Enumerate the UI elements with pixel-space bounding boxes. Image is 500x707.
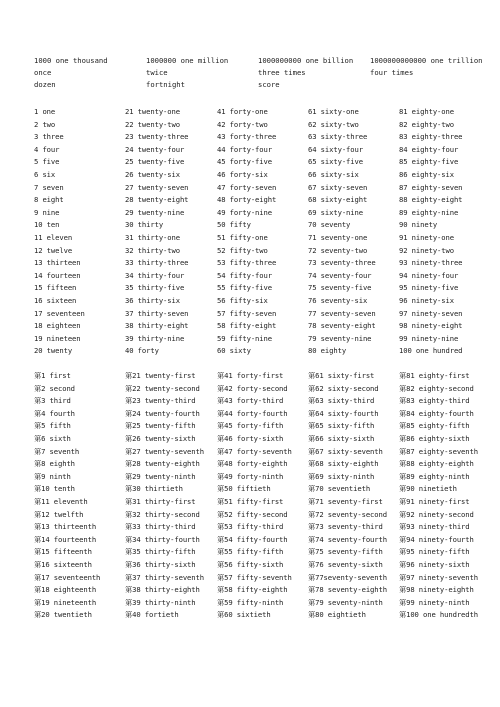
ordinal-entry: 第51 fifty-first	[217, 497, 284, 506]
ordinal-entry: 第94 ninety-fourth	[399, 535, 474, 544]
cardinal-entry: 81 eighty-one	[399, 108, 454, 116]
ordinal-entry: 第23 twenty-third	[125, 397, 196, 406]
ordinal-entry: 第63 sixty-third	[308, 397, 375, 406]
cardinal-entry: 78 seventy-eight	[308, 322, 376, 331]
cardinal-entry: 58 fifty-eight	[217, 322, 277, 331]
ordinal-entry: 第76 seventy-sixth	[308, 560, 383, 569]
ordinal-entry: 第29 twenty-ninth	[125, 472, 196, 481]
ordinal-entry: 第49 forty-ninth	[217, 472, 284, 481]
cardinal-entry: 27 twenty-seven	[125, 183, 189, 192]
cardinal-entry: 9 nine	[34, 208, 60, 217]
cardinal-entry: 41 forty-one	[217, 108, 268, 116]
ordinal-entry: 第1 first	[34, 372, 71, 380]
ordinal-entry: 第89 eighty-ninth	[399, 472, 470, 481]
cardinal-entry: 86 eighty-six	[399, 170, 454, 179]
cardinal-entry: 60 sixty	[217, 347, 251, 356]
cardinal-entry: 61 sixty-one	[308, 108, 359, 116]
cardinal-entry: 76 seventy-six	[308, 296, 368, 305]
cardinal-entry: 26 twenty-six	[125, 170, 180, 179]
cardinal-entry: 83 eighty-three	[399, 133, 463, 142]
cardinal-entry: 29 twenty-nine	[125, 208, 185, 217]
cardinal-entry: 45 forty-five	[217, 158, 272, 167]
cardinal-entry: 20 twenty	[34, 347, 73, 356]
ordinal-entry: 第58 fifty-eighth	[217, 586, 288, 595]
cardinal-entry: 51 fifty-one	[217, 233, 268, 242]
ordinal-entry: 第97 ninety-seventh	[399, 573, 478, 582]
ordinal-entry: 第65 sixty-fifth	[308, 422, 375, 431]
ordinal-entry: 第64 sixty-fourth	[308, 409, 379, 418]
ordinal-entry: 第5 fifth	[34, 422, 71, 431]
ordinal-entry: 第75 seventy-fifth	[308, 548, 383, 557]
cardinal-numbers-table	[34, 108, 496, 360]
ordinal-entry: 第43 forty-third	[217, 397, 284, 406]
cardinal-entry: 31 thirty-one	[125, 233, 180, 242]
ordinal-entry: 第9 ninth	[34, 472, 71, 481]
cardinal-entry: 90 ninety	[399, 221, 438, 230]
cardinal-entry: 22 twenty-two	[125, 120, 180, 129]
cardinal-entry: 33 thirty-three	[125, 259, 189, 268]
ordinal-entry: 第32 thirty-second	[125, 510, 200, 519]
ordinal-entry: 第36 thirty-sixth	[125, 560, 196, 569]
cardinal-entry: 67 sixty-seven	[308, 183, 368, 192]
header-cell: three times	[258, 68, 306, 77]
cardinal-entry: 12 twelve	[34, 246, 73, 255]
ordinal-entry: 第79 seventy-ninth	[308, 598, 383, 607]
header-cell: four times	[370, 68, 414, 77]
cardinal-entry: 39 thirty-nine	[125, 334, 185, 343]
cardinal-entry: 54 fifty-four	[217, 271, 272, 280]
cardinal-entry: 87 eighty-seven	[399, 183, 463, 192]
ordinal-entry: 第26 twenty-sixth	[125, 434, 196, 443]
ordinal-column	[399, 372, 496, 624]
ordinal-entry: 第55 fifty-fifth	[217, 548, 284, 557]
cardinal-entry: 35 thirty-five	[125, 284, 185, 293]
cardinal-column	[399, 108, 496, 360]
ordinal-entry: 第52 fifty-second	[217, 510, 288, 519]
cardinal-entry: 6 six	[34, 170, 56, 179]
cardinal-entry: 65 sixty-five	[308, 158, 363, 167]
cardinal-entry: 23 twenty-three	[125, 133, 189, 142]
ordinal-entry: 第35 thirty-fifth	[125, 548, 196, 557]
ordinal-entry: 第92 ninety-second	[399, 510, 474, 519]
cardinal-entry: 57 fifty-seven	[217, 309, 277, 318]
cardinal-entry: 7 seven	[34, 183, 64, 192]
ordinal-entry: 第96 ninety-sixth	[399, 560, 470, 569]
header-cell: once	[34, 68, 52, 77]
cardinal-entry: 69 sixty-nine	[308, 208, 363, 217]
ordinal-entry: 第46 forty-sixth	[217, 434, 284, 443]
cardinal-entry: 63 sixty-three	[308, 133, 368, 142]
cardinal-entry: 37 thirty-seven	[125, 309, 189, 318]
cardinal-entry: 13 thirteen	[34, 259, 81, 268]
ordinal-entry: 第70 seventieth	[308, 485, 371, 494]
ordinal-entry: 第18 eighteenth	[34, 586, 97, 595]
cardinal-entry: 53 fifty-three	[217, 259, 277, 268]
header-cell: fortnight	[146, 80, 185, 89]
ordinal-entry: 第86 eighty-sixth	[399, 434, 470, 443]
ordinal-entry: 第67 sixty-seventh	[308, 447, 383, 456]
large-numbers-header	[34, 57, 494, 93]
cardinal-column	[34, 108, 125, 360]
ordinal-entry: 第93 ninety-third	[399, 523, 470, 532]
ordinal-entry: 第37 thirty-seventh	[125, 573, 204, 582]
ordinal-entry: 第57 fifty-seventh	[217, 573, 292, 582]
cardinal-entry: 36 thirty-six	[125, 296, 180, 305]
header-row-groups	[34, 81, 494, 93]
ordinal-entry: 第83 eighty-third	[399, 397, 470, 406]
ordinal-entry: 第62 sixty-second	[308, 384, 379, 393]
ordinal-entry: 第11 eleventh	[34, 497, 88, 506]
ordinal-numbers-table	[34, 372, 496, 624]
ordinal-entry: 第19 nineteenth	[34, 598, 97, 607]
ordinal-entry: 第69 sixty-ninth	[308, 472, 375, 481]
cardinal-entry: 72 seventy-two	[308, 246, 368, 255]
cardinal-entry: 4 four	[34, 145, 60, 154]
cardinal-entry: 47 forty-seven	[217, 183, 277, 192]
cardinal-entry: 11 eleven	[34, 233, 73, 242]
cardinal-entry: 38 thirty-eight	[125, 322, 189, 331]
cardinal-entry: 30 thirty	[125, 221, 164, 230]
ordinal-entry: 第47 forty-seventh	[217, 447, 292, 456]
ordinal-entry: 第73 seventy-third	[308, 523, 383, 532]
ordinal-entry: 第61 sixty-first	[308, 372, 375, 380]
ordinal-entry: 第15 fifteenth	[34, 548, 92, 557]
ordinal-entry: 第12 twelfth	[34, 510, 84, 519]
ordinal-entry: 第50 fiftieth	[217, 485, 271, 494]
ordinal-entry: 第91 ninety-first	[399, 497, 470, 506]
cardinal-entry: 48 forty-eight	[217, 196, 277, 205]
ordinal-entry: 第34 thirty-fourth	[125, 535, 200, 544]
ordinal-column	[34, 372, 125, 624]
ordinal-entry: 第31 thirty-first	[125, 497, 196, 506]
cardinal-entry: 77 seventy-seven	[308, 309, 376, 318]
cardinal-column	[125, 108, 217, 360]
ordinal-entry: 第8 eighth	[34, 460, 75, 469]
ordinal-entry: 第85 eighty-fifth	[399, 422, 470, 431]
ordinal-entry: 第99 ninety-ninth	[399, 598, 470, 607]
ordinal-entry: 第84 eighty-fourth	[399, 409, 474, 418]
cardinal-entry: 85 eighty-five	[399, 158, 459, 167]
cardinal-entry: 46 forty-six	[217, 170, 268, 179]
ordinal-entry: 第71 seventy-first	[308, 497, 383, 506]
ordinal-entry: 第6 sixth	[34, 434, 71, 443]
cardinal-entry: 34 thirty-four	[125, 271, 185, 280]
cardinal-entry: 3 three	[34, 133, 64, 142]
ordinal-entry: 第54 fifty-fourth	[217, 535, 288, 544]
cardinal-entry: 28 twenty-eight	[125, 196, 189, 205]
ordinal-entry: 第60 sixtieth	[217, 611, 271, 620]
ordinal-entry: 第45 forty-fifth	[217, 422, 284, 431]
cardinal-entry: 82 eighty-two	[399, 120, 454, 129]
cardinal-entry: 91 ninety-one	[399, 233, 454, 242]
cardinal-entry: 5 five	[34, 158, 60, 167]
ordinal-entry: 第53 fifty-third	[217, 523, 284, 532]
cardinal-entry: 10 ten	[34, 221, 60, 230]
ordinal-entry: 第10 tenth	[34, 485, 75, 494]
cardinal-entry: 2 two	[34, 120, 56, 129]
ordinal-entry: 第72 seventy-second	[308, 510, 387, 519]
cardinal-entry: 18 eighteen	[34, 322, 81, 331]
cardinal-entry: 25 twenty-five	[125, 158, 185, 167]
ordinal-entry: 第14 fourteenth	[34, 535, 97, 544]
cardinal-entry: 44 forty-four	[217, 145, 272, 154]
ordinal-entry: 第77seventy-seventh	[308, 573, 387, 582]
cardinal-entry: 43 forty-three	[217, 133, 277, 142]
cardinal-entry: 52 fifty-two	[217, 246, 268, 255]
header-cell: 1000000 one million	[146, 56, 229, 65]
cardinal-entry: 62 sixty-two	[308, 120, 359, 129]
ordinal-entry: 第59 fifty-ninth	[217, 598, 284, 607]
ordinal-entry: 第100 one hundredth	[399, 611, 478, 620]
ordinal-entry: 第82 eighty-second	[399, 384, 474, 393]
ordinal-entry: 第4 fourth	[34, 409, 75, 418]
ordinal-entry: 第39 thirty-ninth	[125, 598, 196, 607]
cardinal-entry: 32 thirty-two	[125, 246, 180, 255]
cardinal-entry: 100 one hundred	[399, 347, 463, 356]
header-cell: 1000000000000 one trillion	[370, 56, 483, 65]
cardinal-entry: 8 eight	[34, 196, 64, 205]
ordinal-entry: 第2 second	[34, 384, 75, 393]
cardinal-entry: 55 fifty-five	[217, 284, 272, 293]
cardinal-entry: 79 seventy-nine	[308, 334, 372, 343]
cardinal-entry: 59 fifty-nine	[217, 334, 272, 343]
cardinal-entry: 24 twenty-four	[125, 145, 185, 154]
ordinal-entry: 第17 seventeenth	[34, 573, 101, 582]
cardinal-entry: 70 seventy	[308, 221, 351, 230]
cardinal-entry: 49 forty-nine	[217, 208, 272, 217]
ordinal-entry: 第13 thirteenth	[34, 523, 97, 532]
header-cell: dozen	[34, 80, 56, 89]
cardinal-entry: 42 forty-two	[217, 120, 268, 129]
cardinal-entry: 93 ninety-three	[399, 259, 463, 268]
header-cell: 1000 one thousand	[34, 56, 108, 65]
ordinal-entry: 第87 eighty-seventh	[399, 447, 478, 456]
cardinal-entry: 17 seventeen	[34, 309, 85, 318]
ordinal-entry: 第42 forty-second	[217, 384, 288, 393]
cardinal-entry: 95 ninety-five	[399, 284, 459, 293]
ordinal-entry: 第44 forty-fourth	[217, 409, 288, 418]
cardinal-entry: 1 one	[34, 108, 56, 116]
ordinal-entry: 第41 forty-first	[217, 372, 284, 380]
ordinal-entry: 第90 ninetieth	[399, 485, 457, 494]
ordinal-entry: 第22 twenty-second	[125, 384, 200, 393]
ordinal-entry: 第74 seventy-fourth	[308, 535, 387, 544]
ordinal-entry: 第78 seventy-eighth	[308, 586, 387, 595]
cardinal-entry: 99 ninety-nine	[399, 334, 459, 343]
ordinal-entry: 第3 third	[34, 397, 71, 406]
ordinal-entry: 第21 twenty-first	[125, 372, 196, 380]
cardinal-entry: 64 sixty-four	[308, 145, 363, 154]
cardinal-entry: 40 forty	[125, 347, 159, 356]
cardinal-entry: 80 eighty	[308, 347, 347, 356]
ordinal-entry: 第95 ninety-fifth	[399, 548, 470, 557]
ordinal-entry: 第38 thirty-eighth	[125, 586, 200, 595]
cardinal-entry: 94 ninety-four	[399, 271, 459, 280]
ordinal-entry: 第27 twenty-seventh	[125, 447, 204, 456]
cardinal-entry: 16 sixteen	[34, 296, 77, 305]
ordinal-column	[308, 372, 399, 624]
cardinal-entry: 74 seventy-four	[308, 271, 372, 280]
cardinal-entry: 92 ninety-two	[399, 246, 454, 255]
header-cell: score	[258, 80, 280, 89]
cardinal-entry: 73 seventy-three	[308, 259, 376, 268]
cardinal-entry: 98 ninety-eight	[399, 322, 463, 331]
ordinal-column	[217, 372, 308, 624]
cardinal-entry: 56 fifty-six	[217, 296, 268, 305]
cardinal-entry: 84 eighty-four	[399, 145, 459, 154]
ordinal-entry: 第28 twenty-eighth	[125, 460, 200, 469]
cardinal-entry: 50 fifty	[217, 221, 251, 230]
cardinal-entry: 21 twenty-one	[125, 108, 180, 116]
cardinal-entry: 89 eighty-nine	[399, 208, 459, 217]
cardinal-entry: 15 fifteen	[34, 284, 77, 293]
ordinal-entry: 第25 twenty-fifth	[125, 422, 196, 431]
cardinal-entry: 88 eighty-eight	[399, 196, 463, 205]
cardinal-entry: 68 sixty-eight	[308, 196, 368, 205]
ordinal-entry: 第81 eighty-first	[399, 372, 470, 380]
ordinal-entry: 第68 sixty-eighth	[308, 460, 379, 469]
ordinal-entry: 第24 twenty-fourth	[125, 409, 200, 418]
cardinal-entry: 19 nineteen	[34, 334, 81, 343]
header-cell: twice	[146, 68, 168, 77]
ordinal-entry: 第56 fifty-sixth	[217, 560, 284, 569]
ordinal-entry: 第88 eighty-eighth	[399, 460, 474, 469]
ordinal-entry: 第30 thirtieth	[125, 485, 183, 494]
ordinal-entry: 第98 ninety-eighth	[399, 586, 474, 595]
cardinal-entry: 14 fourteen	[34, 271, 81, 280]
cardinal-entry: 97 ninety-seven	[399, 309, 463, 318]
ordinal-entry: 第20 twentieth	[34, 611, 92, 620]
ordinal-entry: 第7 seventh	[34, 447, 80, 456]
ordinal-entry: 第16 sixteenth	[34, 560, 92, 569]
cardinal-entry: 75 seventy-five	[308, 284, 372, 293]
cardinal-column	[217, 108, 308, 360]
ordinal-entry: 第33 thirty-third	[125, 523, 196, 532]
cardinal-entry: 96 ninety-six	[399, 296, 454, 305]
ordinal-entry: 第80 eightieth	[308, 611, 366, 620]
cardinal-column	[308, 108, 399, 360]
ordinal-column	[125, 372, 217, 624]
cardinal-entry: 71 seventy-one	[308, 233, 368, 242]
header-cell: 1000000000 one billion	[258, 56, 354, 65]
ordinal-entry: 第40 fortieth	[125, 611, 179, 620]
ordinal-entry: 第48 forty-eighth	[217, 460, 288, 469]
ordinal-entry: 第66 sixty-sixth	[308, 434, 375, 443]
cardinal-entry: 66 sixty-six	[308, 170, 359, 179]
